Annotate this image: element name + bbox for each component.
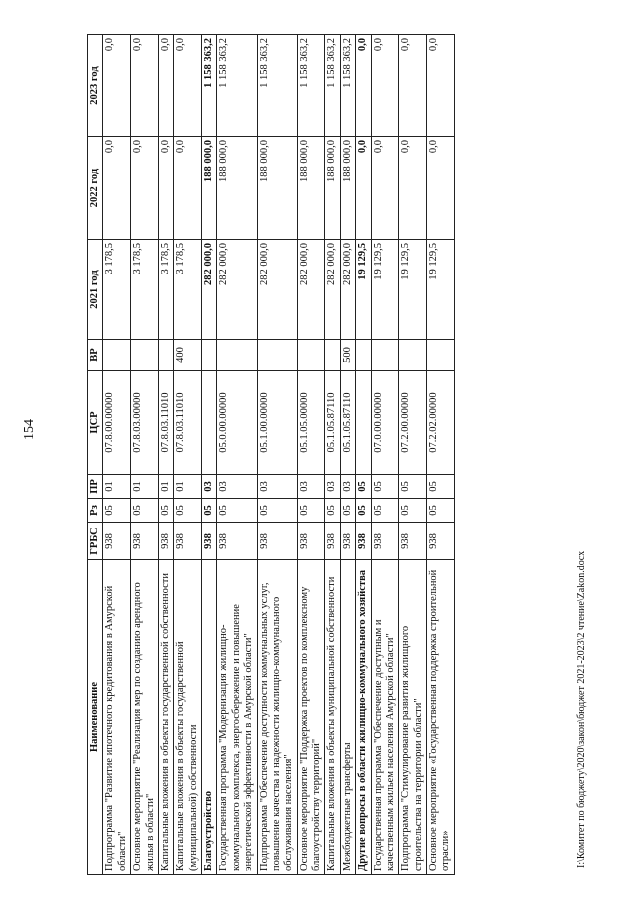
cell-name: Основное мероприятие «Государственная поддержка строительной отрасли» — [427, 560, 455, 875]
cell-name: Капитальные вложения в объекты муниципальной собственности — [325, 560, 340, 875]
cell-2021: 19 129,5 — [399, 240, 427, 340]
cell-2021: 19 129,5 — [427, 240, 455, 340]
cell-grbs: 938 — [325, 523, 340, 560]
table-row — [399, 35, 427, 875]
table-body — [103, 35, 454, 875]
cell-2023: 1 158 363,2 — [202, 35, 217, 137]
cell-csr: 07.8.03.11010 — [158, 371, 173, 475]
table-header-row — [88, 35, 103, 875]
table-row — [340, 35, 355, 875]
cell-pr: 03 — [325, 475, 340, 499]
cell-grbs: 938 — [297, 523, 325, 560]
cell-pr: 01 — [131, 475, 159, 499]
cell-grbs: 938 — [131, 523, 159, 560]
cell-pr: 01 — [103, 475, 131, 499]
header-2023: 2023 год — [88, 35, 103, 137]
cell-2023: 0,0 — [399, 35, 427, 137]
cell-vr — [257, 340, 297, 371]
cell-2022: 188 000,0 — [297, 137, 325, 240]
table-row — [202, 35, 217, 875]
cell-rz: 05 — [257, 499, 297, 523]
cell-rz: 05 — [371, 499, 399, 523]
cell-grbs: 938 — [371, 523, 399, 560]
table-row — [427, 35, 455, 875]
cell-name: Другие вопросы в области жилищно-коммунального хозяйства — [356, 560, 371, 875]
cell-csr: 07.8.00.00000 — [103, 371, 131, 475]
cell-csr: 07.8.03.00000 — [131, 371, 159, 475]
cell-rz: 05 — [131, 499, 159, 523]
cell-vr: 500 — [340, 340, 355, 371]
cell-csr: 07.2.02.00000 — [427, 371, 455, 475]
table-row — [174, 35, 202, 875]
cell-pr: 01 — [158, 475, 173, 499]
cell-name: Капитальные вложения в объекты государственной (муниципальной) собственности — [174, 560, 202, 875]
table-row — [371, 35, 399, 875]
cell-csr — [202, 371, 217, 475]
cell-2023: 0,0 — [371, 35, 399, 137]
table-row — [297, 35, 325, 875]
cell-2022: 0,0 — [399, 137, 427, 240]
cell-vr — [297, 340, 325, 371]
cell-grbs: 938 — [202, 523, 217, 560]
cell-name: Государственная программа "Обеспечение доступным и качественным жильем населения Амурской области" — [371, 560, 399, 875]
cell-2021: 3 178,5 — [158, 240, 173, 340]
cell-vr — [371, 340, 399, 371]
cell-name: Подпрограмма "Обеспечение доступности коммунальных услуг, повышение качества и надежности жилищно-коммунального обслуживания населения" — [257, 560, 297, 875]
cell-vr — [356, 340, 371, 371]
cell-2023: 1 158 363,2 — [257, 35, 297, 137]
cell-2022: 0,0 — [131, 137, 159, 240]
cell-name: Основное мероприятие "Реализация мер по созданию арендного жилья в области" — [131, 560, 159, 875]
cell-rz: 05 — [103, 499, 131, 523]
cell-grbs: 938 — [257, 523, 297, 560]
cell-2021: 282 000,0 — [297, 240, 325, 340]
cell-2023: 0,0 — [103, 35, 131, 137]
cell-pr: 03 — [340, 475, 355, 499]
table-row — [131, 35, 159, 875]
cell-name: Межбюджетные трансферты — [340, 560, 355, 875]
header-name: Наименование — [88, 560, 103, 875]
cell-2022: 188 000,0 — [340, 137, 355, 240]
cell-rz: 05 — [399, 499, 427, 523]
header-2022: 2022 год — [88, 137, 103, 240]
cell-2021: 3 178,5 — [103, 240, 131, 340]
cell-grbs: 938 — [174, 523, 202, 560]
cell-pr: 03 — [297, 475, 325, 499]
table-row — [158, 35, 173, 875]
table-row — [257, 35, 297, 875]
header-csr: ЦСР — [88, 371, 103, 475]
cell-rz: 05 — [297, 499, 325, 523]
cell-2023: 0,0 — [158, 35, 173, 137]
cell-2023: 0,0 — [356, 35, 371, 137]
cell-vr — [325, 340, 340, 371]
cell-grbs: 938 — [103, 523, 131, 560]
cell-rz: 05 — [174, 499, 202, 523]
cell-csr: 05.1.05.87110 — [325, 371, 340, 475]
cell-name: Основное мероприятие "Поддержка проектов по комплексному благоустройству территорий" — [297, 560, 325, 875]
cell-grbs: 938 — [427, 523, 455, 560]
cell-name: Подпрограмма "Развитие ипотечного кредитования в Амурской области" — [103, 560, 131, 875]
cell-grbs: 938 — [217, 523, 257, 560]
cell-rz: 05 — [202, 499, 217, 523]
cell-2022: 0,0 — [356, 137, 371, 240]
header-rz: Рз — [88, 499, 103, 523]
cell-pr: 03 — [217, 475, 257, 499]
cell-vr — [202, 340, 217, 371]
cell-2022: 0,0 — [174, 137, 202, 240]
footer-file-path: I:\Комитет по бюджету\2020\закон\бюджет 2021-2023\2 чтение\Zakon.docx — [576, 550, 587, 868]
budget-table — [87, 34, 455, 875]
cell-csr: 05.1.00.00000 — [257, 371, 297, 475]
table-row — [356, 35, 371, 875]
cell-csr — [356, 371, 371, 475]
cell-pr: 05 — [427, 475, 455, 499]
table-row — [217, 35, 257, 875]
cell-csr: 07.2.00.00000 — [399, 371, 427, 475]
cell-2021: 282 000,0 — [217, 240, 257, 340]
cell-2021: 19 129,5 — [371, 240, 399, 340]
cell-2022: 188 000,0 — [325, 137, 340, 240]
cell-pr: 01 — [174, 475, 202, 499]
cell-rz: 05 — [325, 499, 340, 523]
cell-vr — [131, 340, 159, 371]
cell-2023: 0,0 — [174, 35, 202, 137]
cell-2023: 1 158 363,2 — [217, 35, 257, 137]
cell-2023: 0,0 — [427, 35, 455, 137]
cell-name: Государственная программа "Модернизация жилищно-коммунального комплекса, энергосбережение и повышение энергетической эффективности в Амурской области" — [217, 560, 257, 875]
cell-2022: 0,0 — [103, 137, 131, 240]
header-2021: 2021 год — [88, 240, 103, 340]
cell-rz: 05 — [427, 499, 455, 523]
header-pr: ПР — [88, 475, 103, 499]
cell-vr — [399, 340, 427, 371]
cell-csr: 07.8.03.11010 — [174, 371, 202, 475]
cell-name: Подпрограмма "Стимулирование развития жилищного строительства на территории области" — [399, 560, 427, 875]
page-number: 154 — [22, 419, 37, 440]
cell-rz: 05 — [340, 499, 355, 523]
cell-rz: 05 — [158, 499, 173, 523]
cell-csr: 05.1.05.87110 — [340, 371, 355, 475]
cell-2021: 282 000,0 — [202, 240, 217, 340]
cell-2021: 19 129,5 — [356, 240, 371, 340]
cell-2021: 3 178,5 — [174, 240, 202, 340]
cell-2022: 0,0 — [371, 137, 399, 240]
cell-2021: 282 000,0 — [325, 240, 340, 340]
cell-name: Благоустройство — [202, 560, 217, 875]
cell-pr: 03 — [257, 475, 297, 499]
cell-2023: 0,0 — [131, 35, 159, 137]
cell-grbs: 938 — [158, 523, 173, 560]
cell-vr: 400 — [174, 340, 202, 371]
cell-2022: 188 000,0 — [217, 137, 257, 240]
cell-rz: 05 — [356, 499, 371, 523]
budget-table-rotated — [87, 35, 627, 875]
cell-vr — [103, 340, 131, 371]
cell-pr: 05 — [356, 475, 371, 499]
cell-vr — [158, 340, 173, 371]
cell-2021: 282 000,0 — [340, 240, 355, 340]
cell-csr: 07.0.00.00000 — [371, 371, 399, 475]
header-grbs: ГРБС — [88, 523, 103, 560]
cell-grbs: 938 — [399, 523, 427, 560]
cell-2021: 3 178,5 — [131, 240, 159, 340]
cell-2023: 1 158 363,2 — [340, 35, 355, 137]
cell-rz: 05 — [217, 499, 257, 523]
cell-pr: 03 — [202, 475, 217, 499]
cell-2023: 1 158 363,2 — [325, 35, 340, 137]
table-row — [103, 35, 131, 875]
cell-2022: 0,0 — [427, 137, 455, 240]
cell-csr: 05.0.00.00000 — [217, 371, 257, 475]
cell-2021: 282 000,0 — [257, 240, 297, 340]
cell-grbs: 938 — [356, 523, 371, 560]
cell-pr: 05 — [399, 475, 427, 499]
cell-2022: 188 000,0 — [257, 137, 297, 240]
table-row — [325, 35, 340, 875]
cell-2022: 188 000,0 — [202, 137, 217, 240]
header-vr: ВР — [88, 340, 103, 371]
cell-2022: 0,0 — [158, 137, 173, 240]
cell-grbs: 938 — [340, 523, 355, 560]
cell-name: Капитальные вложения в объекты государственной собственности — [158, 560, 173, 875]
cell-vr — [217, 340, 257, 371]
cell-2023: 1 158 363,2 — [297, 35, 325, 137]
cell-vr — [427, 340, 455, 371]
cell-csr: 05.1.05.00000 — [297, 371, 325, 475]
cell-pr: 05 — [371, 475, 399, 499]
